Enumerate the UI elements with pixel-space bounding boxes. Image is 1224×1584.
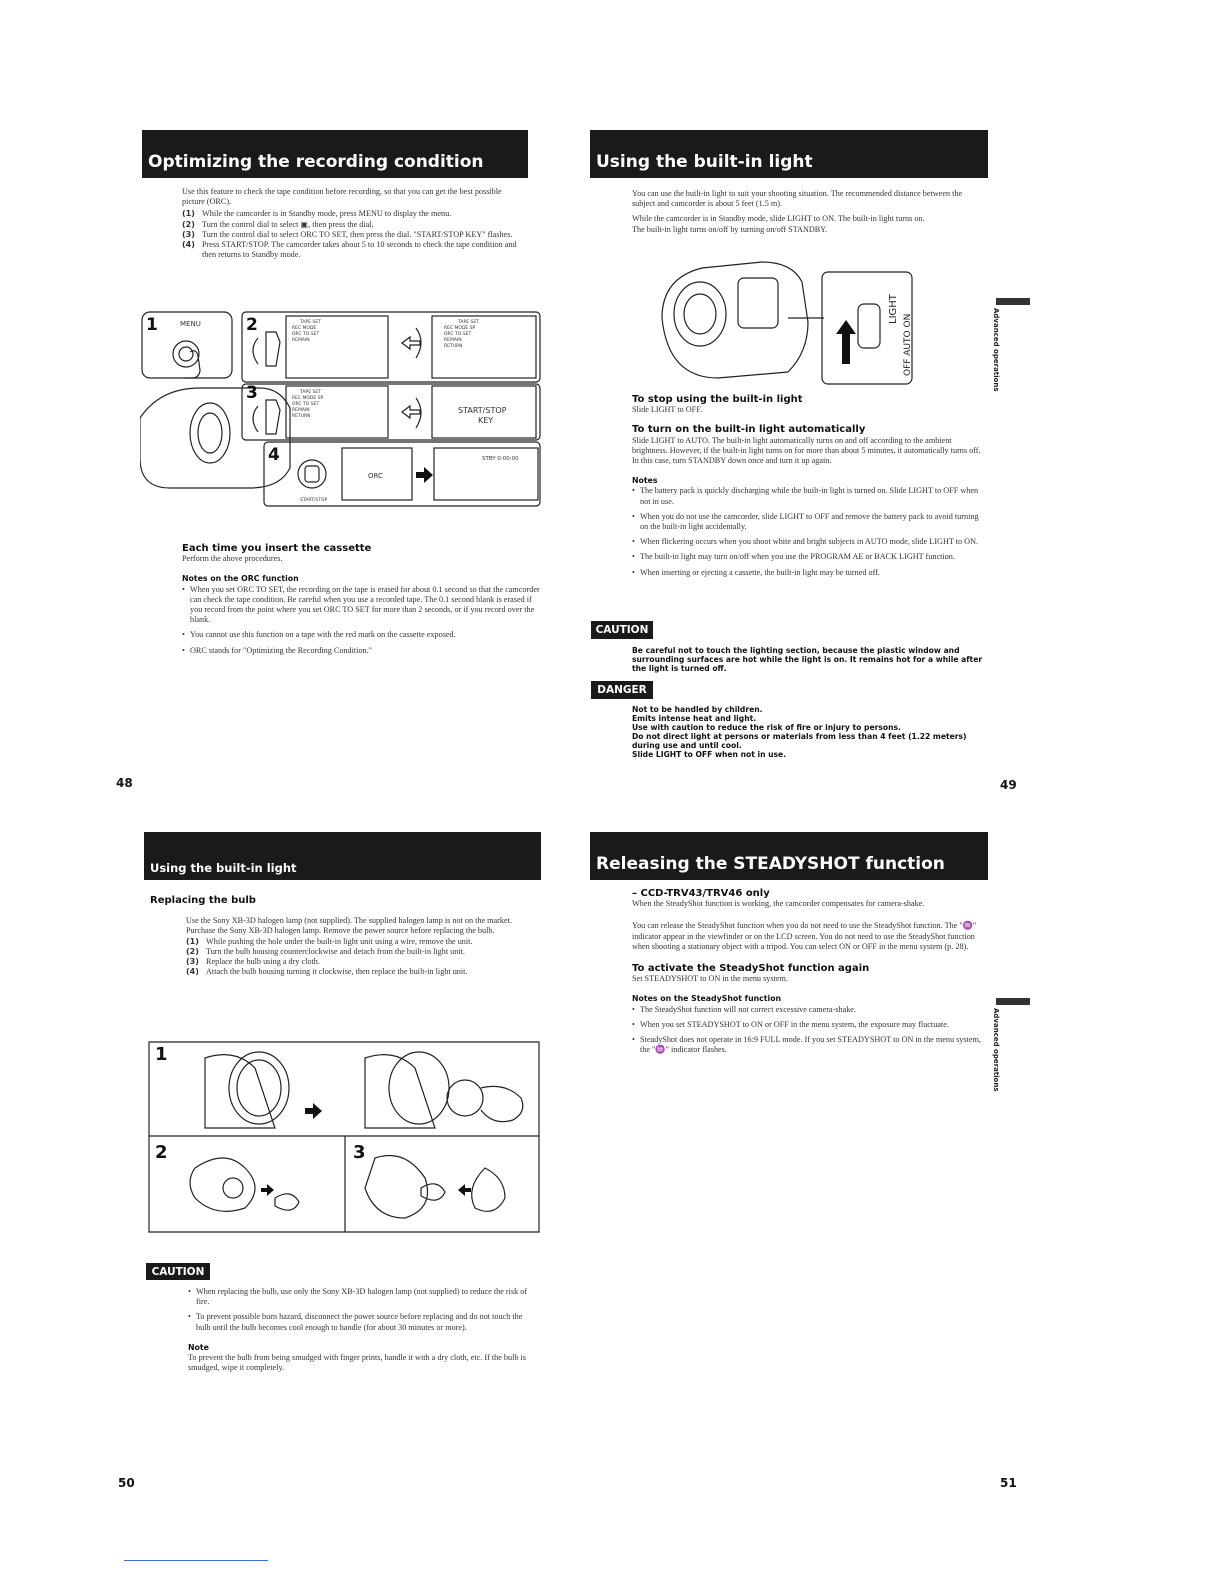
step-text: While the camcorder is in Standby mode, press MENU to display the menu. bbox=[202, 209, 452, 219]
page49-stop-title: To stop using the built-in light bbox=[632, 394, 803, 405]
stby-indicator: STBY 0:00:00 bbox=[482, 456, 519, 462]
menu2-item: ORC TO SET bbox=[444, 332, 472, 337]
start-stop-label: START/STOP bbox=[300, 498, 328, 503]
page49-body bbox=[632, 189, 980, 240]
page49-auto-text: Slide LIGHT to AUTO. The built-in light automatically turns on and off according to the ambient brightness. However, if the built-in light turns on for more than about 5 minutes, it automatically turns off. In this case, turn STANDBY down once and turn it up again. bbox=[632, 435, 981, 466]
orc-illustration bbox=[140, 308, 542, 508]
orc-indicator: ORC bbox=[368, 472, 383, 480]
danger-line: Not to be handled by children. bbox=[632, 705, 763, 714]
page49-danger-badge: DANGER bbox=[591, 681, 653, 699]
step-text: Turn the bulb housing counterclockwise and detach from the built-in light unit. bbox=[206, 946, 465, 956]
page49-number: 49 bbox=[1000, 778, 1017, 792]
page48-notes-title: Notes on the ORC function bbox=[182, 574, 299, 584]
step-number: (1) bbox=[182, 209, 195, 219]
menu-button-label: MENU bbox=[180, 320, 201, 328]
page51-note: • The SteadyShot function will not correct excessive camera-shake. bbox=[632, 1005, 988, 1015]
danger-line: Emits intense heat and light. bbox=[632, 714, 757, 723]
flash-key: KEY bbox=[478, 416, 494, 425]
page49-p1: You can use the built-in light to suit your shooting situation. The recommended distance between the subject and camcorder is about 5 feet (1.5 m). bbox=[632, 189, 963, 209]
page50-note-title: Note bbox=[188, 1342, 209, 1352]
built-in-light-illustration bbox=[648, 258, 918, 392]
page49-header: Using the built-in light bbox=[590, 130, 988, 178]
page49-lower bbox=[632, 395, 988, 583]
page48-body bbox=[182, 187, 522, 260]
page48-intro: Use this feature to check the tape condition before recording, so that you can get the best possible picture (ORC). bbox=[182, 187, 502, 207]
page50-number: 50 bbox=[118, 1476, 135, 1490]
page49-caution-text bbox=[632, 646, 984, 673]
page51-side-tab: Advanced operations bbox=[992, 1008, 1000, 1092]
step-text: Turn the control dial to select ▣, then press the dial. bbox=[202, 219, 374, 229]
page51-notes-title: Notes on the SteadyShot function bbox=[632, 994, 782, 1004]
step-number: (1) bbox=[186, 936, 199, 946]
page51-number: 51 bbox=[1000, 1476, 1017, 1490]
page49-stop-text: Slide LIGHT to OFF. bbox=[632, 405, 703, 415]
page48-note: • When you set ORC TO SET, the recording on the tape is erased for about 0.1 second so that the camcorder can check the tape condition. Be careful when you use a recorded tape. The 0.1 second blank is erased if you record from the point where you set ORC TO SET for more than 2 seconds, or if you record over the blank. bbox=[182, 585, 542, 626]
page51-activate-title: To activate the SteadyShot function again bbox=[632, 963, 870, 975]
menu1-item: ORC TO SET bbox=[292, 332, 320, 337]
page48-step bbox=[182, 220, 522, 230]
page48-number: 48 bbox=[116, 776, 133, 790]
flash-start-stop: START/STOP bbox=[458, 406, 507, 415]
page49-p3: The built-in light turns on/off by turning on/off STANDBY. bbox=[632, 224, 828, 234]
step-number: (4) bbox=[186, 967, 199, 977]
page50-body bbox=[150, 896, 542, 977]
step3-number: 3 bbox=[246, 383, 258, 403]
step-text: Replace the bulb using a dry cloth. bbox=[206, 957, 320, 967]
page50-intro: Use the Sony XB-3D halogen lamp (not supplied). The supplied halogen lamp is not on the market. Purchase the Sony XB-3D halogen lamp. Remove the power source before replacing the bulb. bbox=[186, 916, 512, 936]
step-number: (2) bbox=[186, 946, 199, 956]
page51-model-title: – CCD-TRV43/TRV46 only bbox=[632, 888, 770, 899]
page49-side-tab: Advanced operations bbox=[992, 308, 1000, 392]
menu2-item: REMAIN bbox=[444, 338, 462, 343]
page49-note: • The built-in light may turn on/off when you use the PROGRAM AE or BACK LIGHT function. bbox=[632, 552, 988, 562]
step-number: (4) bbox=[182, 240, 195, 250]
page49-auto-title: To turn on the built-in light automatically bbox=[632, 424, 866, 436]
page48-step bbox=[182, 230, 522, 240]
step-text: Attach the bulb housing turning it clockwise, then replace the built-in light unit. bbox=[206, 967, 468, 977]
step1-number: 1 bbox=[146, 315, 158, 335]
bulb-step2-number: 2 bbox=[155, 1142, 168, 1163]
page48-subtitle: Each time you insert the cassette bbox=[182, 543, 372, 554]
page50-text bbox=[150, 916, 542, 977]
menu3-item: ORC TO SET bbox=[292, 402, 320, 407]
page50-step bbox=[186, 937, 542, 947]
page51-p2: You can release the SteadyShot function when you do not need to use the SteadyShot function. The "♒" indicator appear in the viewfinder or on the LCD screen. You do not need to use the SteadyShot function when shooting a stationary object with a tripod. You can select ON or OFF in the menu system (p. 28). bbox=[632, 921, 977, 951]
page49-danger-text bbox=[632, 705, 984, 759]
bulb-replacement-illustration bbox=[145, 1038, 543, 1238]
page49-note: • The battery pack is quickly discharging while the built-in light is turned on. Slide LIGHT to OFF when not in use. bbox=[632, 486, 988, 506]
footer-rule bbox=[124, 1560, 268, 1561]
menu2-item: REC MODE SP bbox=[444, 326, 476, 331]
page49-caution-badge: CAUTION bbox=[591, 621, 653, 639]
step-text: While pushing the hole under the built-in light unit using a wire, remove the unit. bbox=[206, 936, 473, 946]
menu1-title: TAPE SET bbox=[300, 320, 321, 325]
menu2-title: TAPE SET bbox=[458, 320, 479, 325]
danger-line: Slide LIGHT to OFF when not in use. bbox=[632, 750, 787, 759]
page50-caution: • When replacing the bulb, use only the Sony XB-3D halogen lamp (not supplied) to reduce the risk of fire. bbox=[188, 1287, 538, 1307]
step2-number: 2 bbox=[246, 315, 258, 335]
bulb-step1-number: 1 bbox=[155, 1044, 168, 1065]
page49-note: • When inserting or ejecting a cassette, the built-in light may be turned off. bbox=[632, 568, 988, 578]
light-label: LIGHT bbox=[888, 294, 899, 324]
step-number: (3) bbox=[182, 229, 195, 239]
page48-note: • ORC stands for "Optimizing the Recording Condition." bbox=[182, 646, 542, 656]
page51-activate-text: Set STEADYSHOT to ON in the menu system. bbox=[632, 974, 788, 984]
page48-note: • You cannot use this function on a tape with the red mark on the cassette exposed. bbox=[182, 630, 542, 640]
page50-caution-text bbox=[188, 1287, 538, 1378]
page50-step bbox=[186, 957, 542, 967]
step-text: Press START/STOP. The camcorder takes about 5 to 10 seconds to check the tape condition and then returns to Standby mode. bbox=[202, 240, 517, 260]
menu3-item: REMAIN bbox=[292, 408, 310, 413]
step-number: (3) bbox=[186, 957, 199, 967]
page48-lower bbox=[182, 544, 542, 661]
page50-step bbox=[186, 967, 542, 977]
page48-subtext: Perform the above procedures. bbox=[182, 554, 283, 564]
danger-line: Use with caution to reduce the risk of fire or injury to persons. bbox=[632, 723, 901, 732]
step-number: (2) bbox=[182, 219, 195, 229]
caution-text: Be careful not to touch the lighting section, because the plastic window and surrounding surfaces are hot while the light is on. It remains hot for a while after the light is turned off. bbox=[632, 646, 983, 673]
step-text: Turn the control dial to select ORC TO SET, then press the dial. "START/STOP KEY" flashes. bbox=[202, 229, 513, 239]
page49-notes-title: Notes bbox=[632, 476, 658, 486]
page50-note-text: To prevent the bulb from being smudged with finger prints, handle it with a dry cloth, etc. If the bulb is smudged, wipe it completely. bbox=[188, 1353, 526, 1373]
page49-note: • When flickering occurs when you shoot white and bright subjects in AUTO mode, slide LIGHT to ON. bbox=[632, 537, 988, 547]
page50-caution-badge: CAUTION bbox=[146, 1263, 210, 1280]
page51-body bbox=[632, 889, 988, 1060]
menu1-item: REMAIN bbox=[292, 338, 310, 343]
page49-side-tab-bar bbox=[996, 298, 1030, 305]
page50-caution: • To prevent possible burn hazard, disconnect the power source before replacing and do not touch the bulb until the bulb becomes cool enough to handle (for about 30 minutes or more). bbox=[188, 1312, 538, 1332]
step4-number: 4 bbox=[268, 445, 280, 465]
page50-step bbox=[186, 947, 542, 957]
page51-note: • SteadyShot does not operate in 16:9 FULL mode. If you set STEADYSHOT to ON in the menu system, the "♒" indicator flashes. bbox=[632, 1035, 988, 1055]
page51-note: • When you set STEADYSHOT to ON or OFF in the menu system, the exposure may fluctuate. bbox=[632, 1020, 988, 1030]
page51-p1: When the SteadyShot function is working, the camcorder compensates for camera-shake. bbox=[632, 899, 925, 909]
menu3-item: REC MODE SP bbox=[292, 396, 324, 401]
menu3-item: RETURN bbox=[292, 414, 311, 419]
page50-subtitle: Replacing the bulb bbox=[150, 895, 256, 906]
page48-header: Optimizing the recording condition bbox=[142, 130, 528, 178]
bulb-step3-number: 3 bbox=[353, 1142, 366, 1163]
page51-header: Releasing the STEADYSHOT function bbox=[590, 832, 988, 880]
menu1-item: REC MODE bbox=[292, 326, 317, 331]
page48-step bbox=[182, 209, 522, 219]
page51-side-tab-bar bbox=[996, 998, 1030, 1005]
page50-header: Using the built-in light bbox=[144, 832, 541, 880]
menu3-title: TAPE SET bbox=[300, 390, 321, 395]
menu2-item: RETURN bbox=[444, 344, 463, 349]
page49-note: • When you do not use the camcorder, slide LIGHT to OFF and remove the battery pack to avoid turning on the built-in light accidentally. bbox=[632, 512, 988, 532]
page49-p2: While the camcorder is in Standby mode, slide LIGHT to ON. The built-in light turns on. bbox=[632, 214, 925, 224]
page48-step bbox=[182, 240, 522, 260]
danger-line: Do not direct light at persons or materials from less than 4 feet (1.22 meters) during use and until cool. bbox=[632, 732, 967, 750]
light-switch-labels: OFF AUTO ON bbox=[903, 313, 913, 376]
